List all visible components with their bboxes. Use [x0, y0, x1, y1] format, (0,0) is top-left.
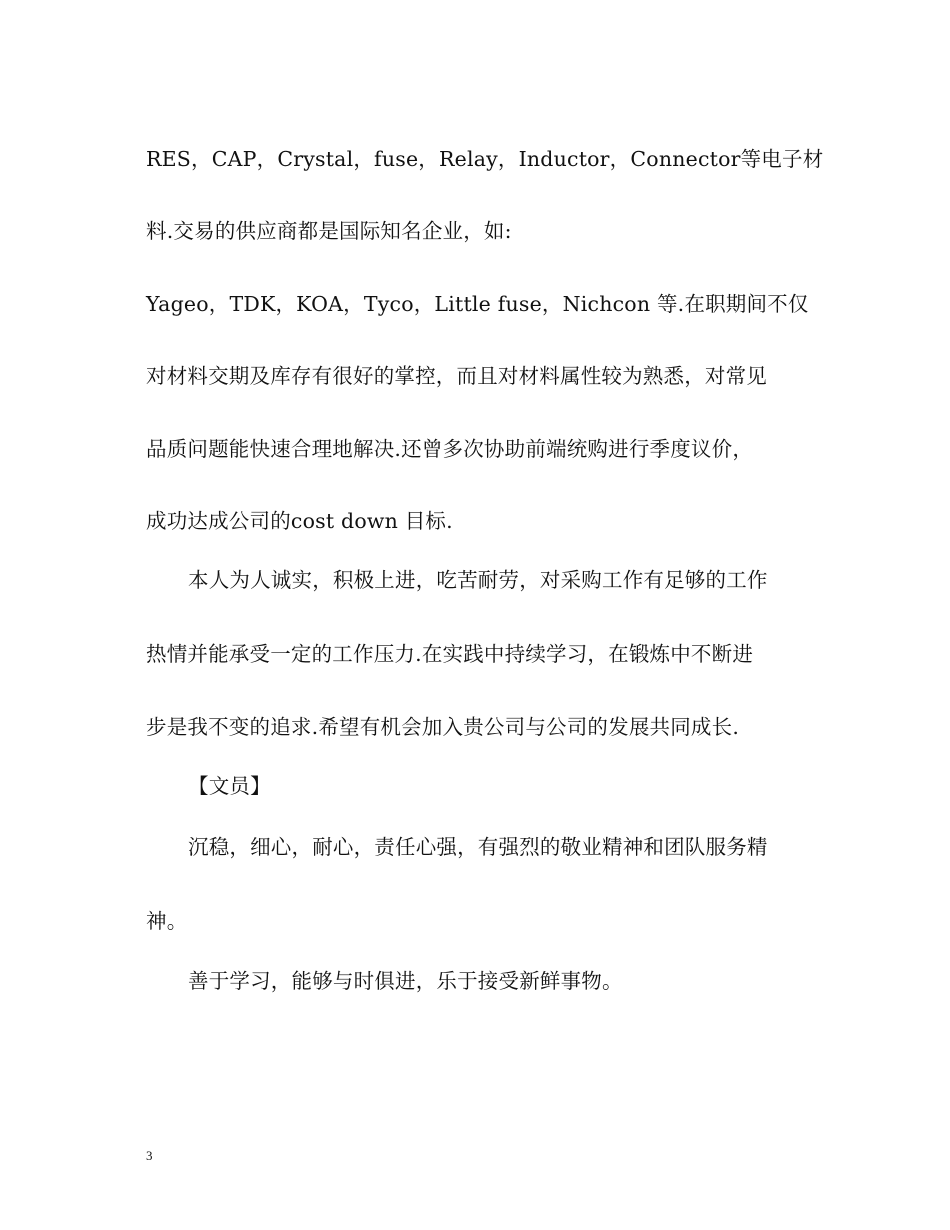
page-number: 3	[146, 1148, 153, 1163]
text-line-6: 成功达成公司的cost down 目标.	[146, 509, 453, 533]
paragraph-self-intro-line-1: 本人为人诚实，积极上进，吃苦耐劳，对采购工作有足够的工作	[188, 568, 768, 592]
text-line-5: 品质问题能快速合理地解决.还曾多次协助前端统购进行季度议价，	[146, 437, 754, 461]
text-line-1: RES，CAP，Crystal，fuse，Relay，Inductor，Connector等电子材	[146, 147, 824, 171]
clerk-paragraph-line-2: 神。	[146, 909, 188, 933]
text-line-4: 对材料交期及库存有很好的掌控，而且对材料属性较为熟悉，对常见	[146, 364, 767, 388]
section-heading-clerk: 【文员】	[188, 774, 271, 798]
text-line-3: Yageo，TDK，KOA，Tyco，Little fuse，Nichcon 等.在职期间不仅	[146, 292, 809, 316]
paragraph-self-intro-line-2: 热情并能承受一定的工作压力.在实践中持续学习，在锻炼中不断进	[146, 642, 754, 666]
clerk-paragraph-line-3: 善于学习，能够与时俱进，乐于接受新鲜事物。	[188, 969, 623, 993]
clerk-paragraph-line-1: 沉稳，细心，耐心，责任心强，有强烈的敬业精神和团队服务精	[188, 835, 768, 859]
text-line-2: 料.交易的供应商都是国际知名企业，如:	[146, 219, 512, 243]
paragraph-self-intro-line-3: 步是我不变的追求.希望有机会加入贵公司与公司的发展共同成长.	[146, 715, 740, 739]
